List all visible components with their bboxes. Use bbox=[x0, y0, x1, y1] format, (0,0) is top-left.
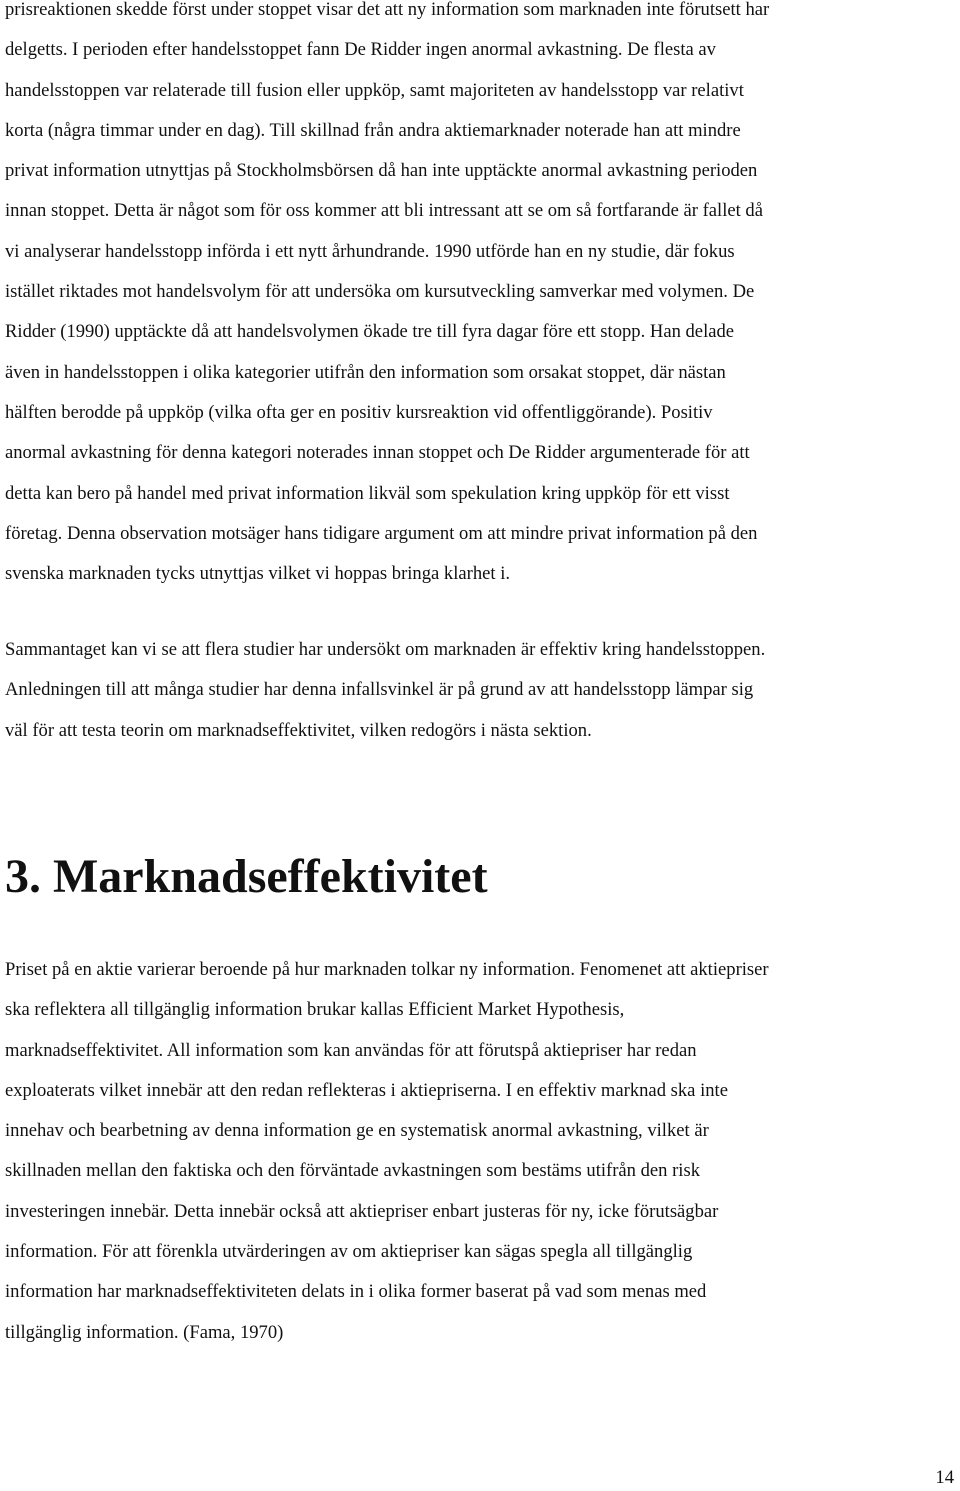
text-line: Ridder (1990) upptäckte då att handelsvolymen ökade tre till fyra dagar före ett stopp. Han delade bbox=[5, 321, 735, 343]
text-line: ska reflektera all tillgänglig information brukar kallas Efficient Market Hypothesis, bbox=[5, 999, 625, 1021]
text-line: information. För att förenkla utvärderingen av om aktiepriser kan sägas spegla all tillgänglig bbox=[5, 1241, 693, 1263]
text-line: väl för att testa teorin om marknadseffektivitet, vilken redogörs i nästa sektion. bbox=[5, 719, 592, 741]
text-line: Sammantaget kan vi se att flera studier har undersökt om marknaden är effektiv kring handelsstoppen. bbox=[5, 639, 766, 660]
text-line: istället riktades mot handelsvolym för att undersöka om kursutveckling samverkar med volymen. De bbox=[5, 281, 755, 303]
section-heading: 3. Marknadseffektivitet bbox=[5, 850, 488, 903]
text-line: Priset på en aktie varierar beroende på hur marknaden tolkar ny information. Fenomenet att aktiepriser bbox=[5, 959, 769, 980]
text-line: företag. Denna observation motsäger hans tidigare argument om att mindre privat information på den bbox=[5, 522, 758, 544]
page-number: 14 bbox=[935, 1467, 954, 1488]
text-line: innan stoppet. Detta är något som för oss kommer att bli intressant att se om så fortfarande är fallet då bbox=[5, 200, 763, 222]
text-line: marknadseffektivitet. All information som kan användas för att förutspå aktiepriser har redan bbox=[5, 1039, 697, 1061]
text-line: tillgänglig information. (Fama, 1970) bbox=[5, 1321, 284, 1343]
text-line: svenska marknaden tycks utnyttjas vilket vi hoppas bringa klarhet i. bbox=[5, 563, 511, 585]
paragraph-market-efficiency bbox=[5, 950, 955, 1353]
paragraph-summary bbox=[5, 630, 955, 751]
text-line: hälften berodde på uppköp (vilka ofta ger en positiv kursreaktion vid offentliggörande). Positiv bbox=[5, 401, 713, 423]
text-line: handelsstoppen var relaterade till fusion eller uppköp, samt majoriteten av handelsstopp var relativt bbox=[5, 79, 744, 101]
text-line: skillnaden mellan den faktiska och den förväntade avkastningen som bestäms utifrån den risk bbox=[5, 1160, 701, 1182]
text-line: detta kan bero på handel med privat information likväl som spekulation kring uppköp för ett visst bbox=[5, 482, 730, 504]
paragraph-de-ridder-studies bbox=[5, 0, 955, 594]
text-line: exploaterats vilket innebär att den redan reflekteras i aktiepriserna. I en effektiv marknad ska inte bbox=[5, 1079, 728, 1101]
text-line: korta (några timmar under en dag). Till skillnad från andra aktiemarknader noterade han att mindre bbox=[5, 119, 741, 141]
text-line: information har marknadseffektiviteten delats in i olika former baserat på vad som menas med bbox=[5, 1281, 707, 1303]
text-line: delgetts. I perioden efter handelsstoppet fann De Ridder ingen anormal avkastning. De flesta av bbox=[5, 39, 716, 61]
text-line: vi analyserar handelsstopp införda i ett nytt århundrande. 1990 utförde han en ny studie, där fokus bbox=[5, 240, 735, 262]
text-line: även in handelsstoppen i olika kategorier utifrån den information som orsakat stoppet, där nästan bbox=[5, 361, 726, 383]
text-line: privat information utnyttjas på Stockholmsbörsen då han inte upptäckte anormal avkastning perioden bbox=[5, 160, 758, 182]
text-line: anormal avkastning för denna kategori noterades innan stoppet och De Ridder argumenterade för att bbox=[5, 442, 750, 464]
text-line: innehav och bearbetning av denna information ge en systematisk anormal avkastning, vilket är bbox=[5, 1120, 709, 1142]
text-line: prisreaktionen skedde först under stoppet visar det att ny information som marknaden inte förutsett har bbox=[5, 0, 770, 20]
text-line: Anledningen till att många studier har denna infallsvinkel är på grund av att handelsstopp lämpar sig bbox=[5, 679, 754, 701]
text-line: investeringen innebär. Detta innebär också att aktiepriser enbart justeras för ny, icke förutsägbar bbox=[5, 1200, 719, 1222]
